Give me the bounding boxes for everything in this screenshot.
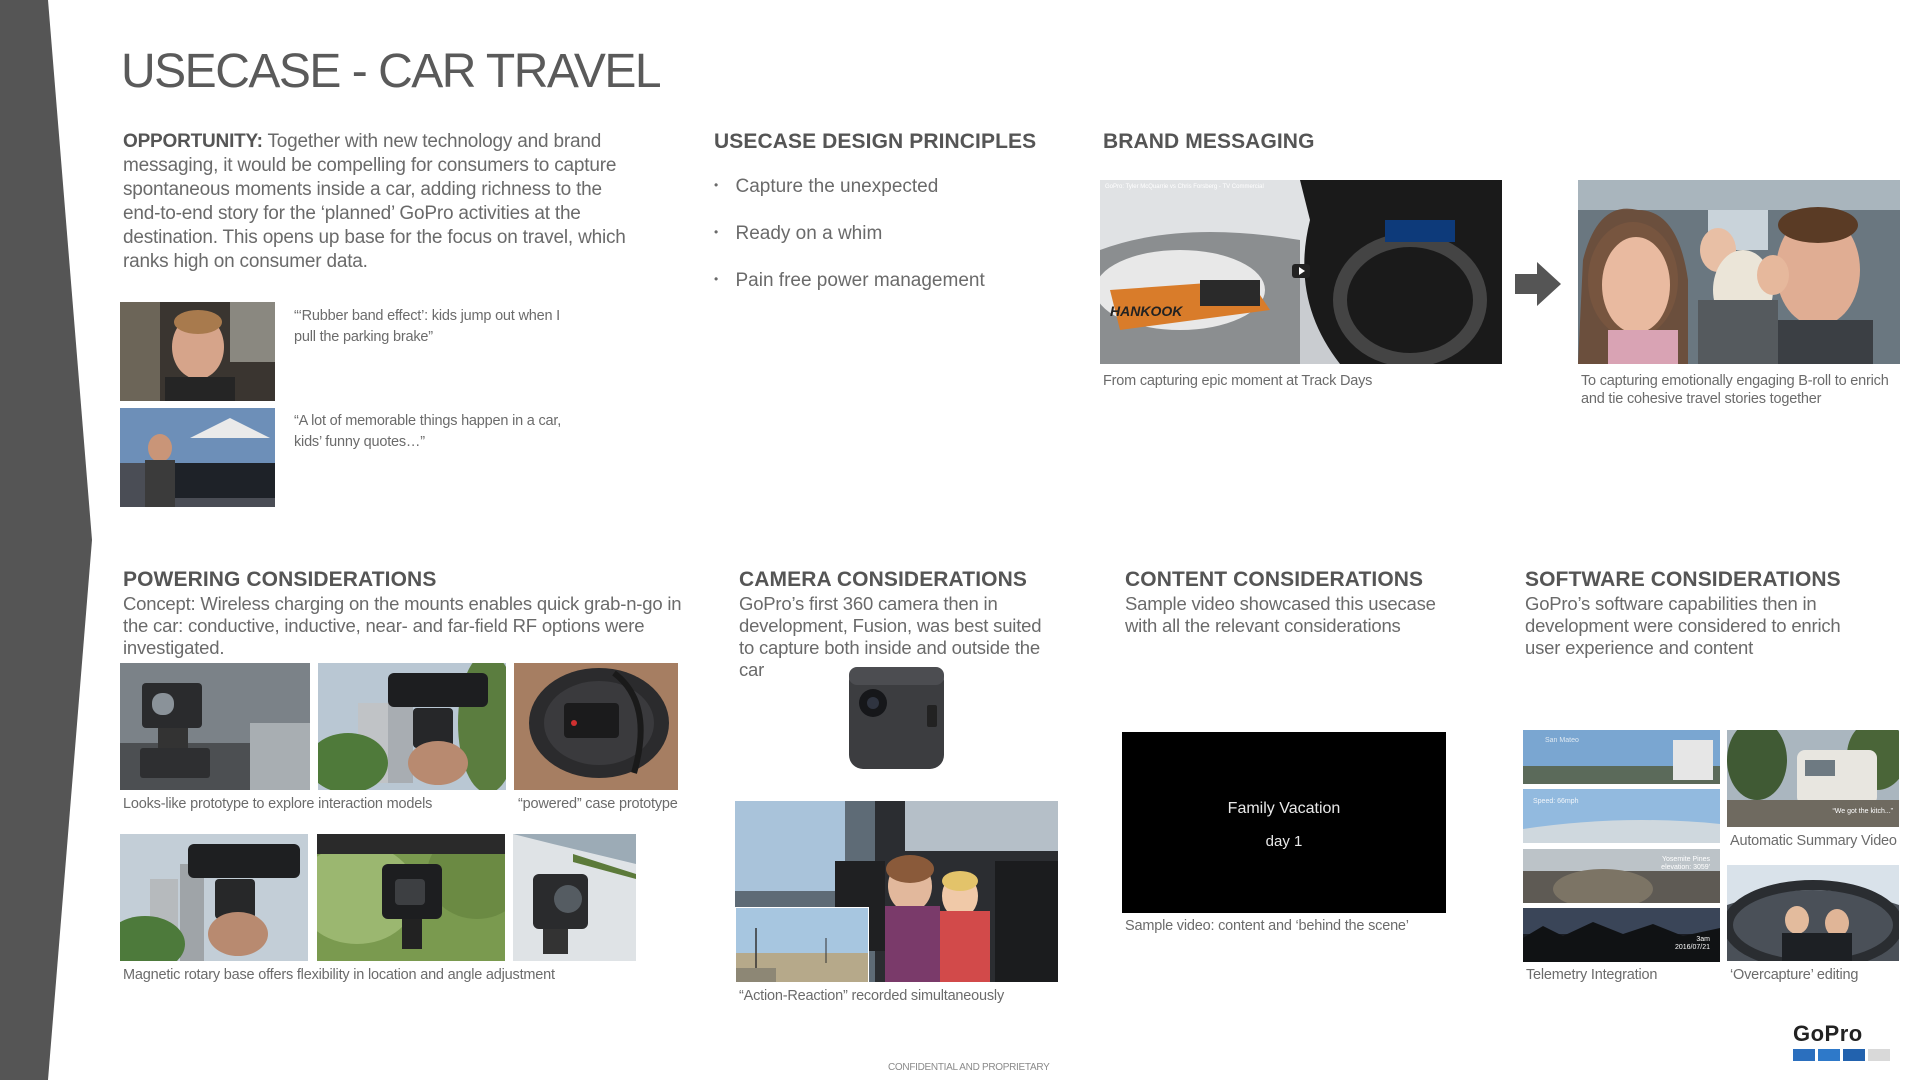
play-icon[interactable] [1292,264,1310,278]
family-vacation-video[interactable] [1122,732,1446,913]
summary-caption: Automatic Summary Video [1730,833,1897,849]
content-heading: CONTENT CONSIDERATIONS [1125,568,1424,591]
bullet-icon: • [714,272,719,286]
track-day-video[interactable] [1100,180,1502,364]
principles-heading: USECASE DESIGN PRINCIPLES [714,130,1037,153]
mount-photo-3 [513,834,636,961]
sidebar-shape [0,0,95,1080]
bullet-icon: • [714,225,719,239]
overcapture-caption: ‘Overcapture’ editing [1730,967,1859,983]
page-title: USECASE - CAR TRAVEL [121,45,661,98]
content-text: Sample video showcased this usecase with all the relevant considerations [1125,593,1436,636]
video-title-line2: day 1 [1265,833,1303,850]
svg-text:HANKOOK: HANKOOK [1110,303,1183,319]
bullet-icon: • [714,178,719,192]
logo-square-icon [1868,1049,1890,1061]
location-overlay: San Mateo [1545,737,1579,744]
powering-heading: POWERING CONSIDERATIONS [123,568,437,591]
gopro-logo [1793,1023,1903,1063]
mount-photo-1 [120,834,308,961]
principle-item: • Capture the unexpected [714,176,939,197]
quote-2: “A lot of memorable things happen in a car, kids’ funny quotes…” [294,413,562,450]
powering-caption-3: Magnetic rotary base offers flexibility in location and angle adjustment [123,967,555,983]
powering-text: Concept: Wireless charging on the mounts enables quick grab-n-go in the car: conductive, inductive, near- and far-field RF options were investigated. [123,593,682,658]
quote-photo-1 [120,302,275,401]
powering-caption-2: “powered” case prototype [518,796,678,812]
principle-item: • Pain free power management [714,270,985,291]
powered-case-photo [514,663,678,790]
video-title-line1: Family Vacation [1227,800,1341,817]
mount-photo-2 [317,834,505,961]
speed-overlay: Speed: 66mph [1533,798,1579,805]
logo-square-icon [1793,1049,1815,1061]
software-text: GoPro’s software capabilities then in development were considered to enrich user experience and content [1525,593,1841,658]
principle-item: • Ready on a whim [714,223,883,244]
outside-inset-photo [735,907,869,982]
brand-caption-right: To capturing emotionally engaging B-roll to enrich and tie cohesive travel stories together [1581,373,1889,407]
video-title: GoPro: Tyler McQuarrie vs Chris Forsberg - TV Commercial [1105,184,1264,190]
fusion-camera-photo [845,665,948,773]
camera-text: GoPro’s first 360 camera then in development, Fusion, was best suited to capture both inside and outside the car [739,593,1042,680]
telemetry-thumb-3 [1523,849,1720,903]
time-overlay: 3am 2016/07/21 [1674,936,1710,951]
opportunity-text [123,130,643,274]
opportunity-label: OPPORTUNITY: [123,131,263,152]
footer-confidential: CONFIDENTIAL AND PROPRIETARY [888,1062,1050,1073]
camera-heading: CAMERA CONSIDERATIONS [739,568,1027,591]
prototype-photo-2 [318,663,506,790]
logo-square-icon [1843,1049,1865,1061]
telemetry-caption: Telemetry Integration [1526,967,1658,983]
overcapture-thumb [1727,865,1899,961]
brand-caption-left: From capturing epic moment at Track Days [1103,373,1373,389]
summary-video-thumb [1727,730,1899,827]
quote-photo-2 [120,408,275,507]
opportunity-body: Together with new technology and brand messaging, it would be compelling for consumers to capture spontaneous moments inside a car, adding richness to the end-to-end story for the ‘planned’ GoPro activities at the destination. This opens up base for the focus on travel, which ranks high on consumer data. [123,131,626,272]
action-reaction-video[interactable] [735,801,1058,982]
gopro-logo-text: GoPro [1793,1021,1863,1046]
prototype-photo-1 [120,663,310,790]
telemetry-thumb-4 [1523,908,1720,962]
brand-heading: BRAND MESSAGING [1103,130,1315,153]
telemetry-thumb-2 [1523,789,1720,843]
summary-quote-overlay: “We got the kitch...” [1832,808,1893,815]
family-car-photo [1578,180,1900,364]
powering-caption-1: Looks-like prototype to explore interaction models [123,796,433,812]
place-overlay: Yosemite Pines elevation: 3059' [1661,856,1710,871]
logo-square-icon [1818,1049,1840,1061]
camera-caption: “Action-Reaction” recorded simultaneously [739,988,1005,1004]
arrow-right-icon [1515,260,1563,308]
quote-1: “‘Rubber band effect’: kids jump out when I pull the parking brake” [294,308,560,345]
content-caption: Sample video: content and ‘behind the scene’ [1125,918,1409,934]
telemetry-thumb-1 [1523,730,1720,784]
software-heading: SOFTWARE CONSIDERATIONS [1525,568,1841,591]
